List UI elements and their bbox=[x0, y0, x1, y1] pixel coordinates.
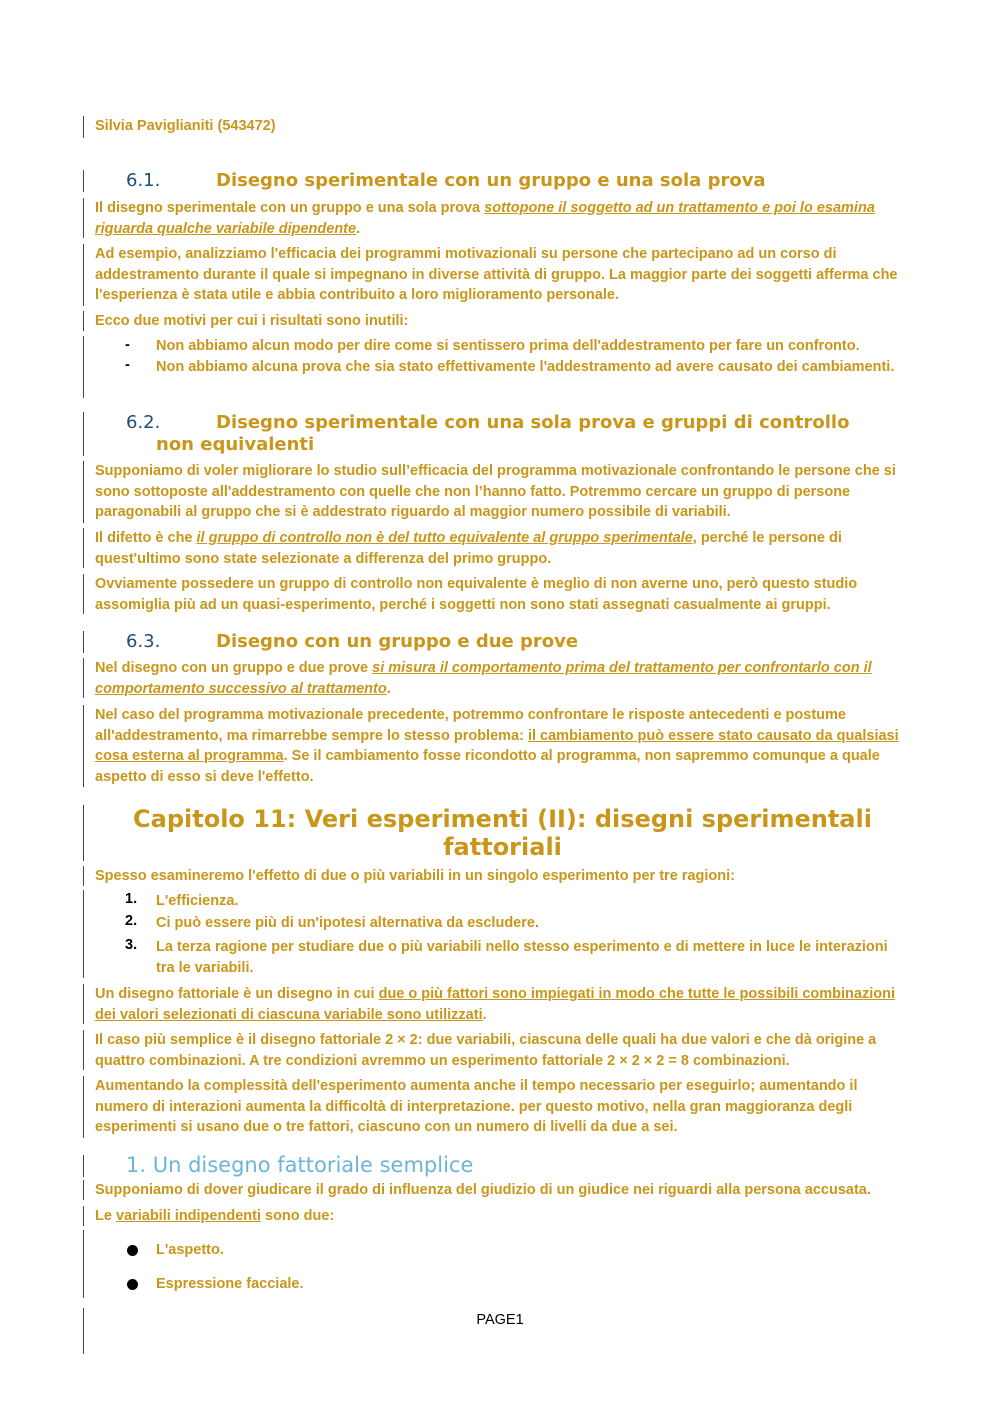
text: Un disegno fattoriale è un disegno in cui bbox=[95, 986, 379, 1002]
paragraph: Ovviamente possedere un gruppo di controllo non equivalente è meglio di non averne uno, però questo studio assomiglia più ad un quasi-esperimento, perché i soggetti non sono stati assegnati casualmente ai gruppi. bbox=[95, 576, 858, 613]
bullet-icon bbox=[127, 1245, 138, 1256]
list-number: 2. bbox=[125, 913, 138, 929]
change-bar bbox=[83, 198, 84, 238]
change-bar bbox=[83, 1076, 84, 1138]
text: Nel caso del programma motivazionale precedente, potremmo confrontare le risposte antecedenti e postume all'addestramento, ma rimarrebbe sempre lo stesso problema: bbox=[95, 707, 846, 744]
list-marker: - bbox=[125, 357, 130, 373]
section-number: 6.2. bbox=[126, 412, 161, 433]
list-marker: - bbox=[125, 337, 130, 353]
text: , perché le persone di quest'ultimo sono state selezionate a differenza del primo gruppo. bbox=[95, 530, 842, 567]
section-title: Disegno sperimentale con un gruppo e una sola prova bbox=[216, 170, 766, 191]
change-bar bbox=[83, 1030, 84, 1070]
section-number: 6.3. bbox=[126, 631, 161, 652]
list-item: Non abbiamo alcuna prova che sia stato effettivamente l'addestramento ad avere causato dei cambiamenti. bbox=[156, 359, 895, 375]
section-title-continued: non equivalenti bbox=[156, 434, 315, 455]
list-item: La terza ragione per studiare due o più variabili nello stesso esperimento e di mettere in luce le interazioni tra le variabili. bbox=[156, 939, 888, 976]
section-title: Disegno con un gruppo e due prove bbox=[216, 631, 579, 652]
change-bar bbox=[83, 412, 84, 456]
list-item: L'efficienza. bbox=[156, 893, 239, 909]
change-bar bbox=[83, 116, 84, 138]
text: . Se il cambiamento fosse ricondotto al programma, non sapremmo comunque a quale aspetto di esso si deve l'effetto. bbox=[95, 748, 880, 785]
text: Nel disegno con un gruppo e due prove bbox=[95, 660, 373, 676]
change-bar bbox=[83, 244, 84, 306]
bullet-icon bbox=[127, 1279, 138, 1290]
section-heading-6-2 bbox=[126, 412, 849, 434]
change-bar bbox=[83, 705, 84, 787]
paragraph bbox=[95, 1206, 910, 1227]
author-name: Silvia Paviglianiti (543472) bbox=[95, 118, 276, 134]
list-number: 1. bbox=[125, 891, 138, 907]
list-item: L'aspetto. bbox=[156, 1242, 224, 1258]
underlined-text: il gruppo di controllo non è del tutto equivalente al gruppo sperimentale bbox=[196, 530, 693, 546]
paragraph bbox=[95, 528, 910, 569]
subsection-heading: 1. Un disegno fattoriale semplice bbox=[126, 1153, 474, 1177]
section-number: 6.1. bbox=[126, 170, 161, 191]
text: . bbox=[482, 1006, 487, 1023]
list-item: Ci può essere più di un'ipotesi alternativa da escludere. bbox=[156, 915, 539, 931]
paragraph: Il caso più semplice è il disegno fattoriale 2 × 2: due variabili, ciascuna delle quali ha due valori e che dà origine a quattro combinazioni. A tre condizioni avremmo un esperimento fattoriale 2 × 2 × 2 = 8 combinazioni. bbox=[95, 1032, 877, 1069]
change-bar bbox=[83, 1230, 84, 1298]
paragraph: Spesso esamineremo l'effetto di due o più variabili in un singolo esperimento per tre ragioni: bbox=[95, 868, 735, 884]
paragraph: Supponiamo di dover giudicare il grado di influenza del giudizio di un giudice nei riguardi alla persona accusata. bbox=[95, 1182, 871, 1198]
text: . bbox=[386, 680, 391, 697]
paragraph bbox=[95, 198, 910, 239]
change-bar bbox=[83, 170, 84, 192]
underlined-text: variabili indipendenti bbox=[115, 1208, 261, 1224]
section-heading-6-1 bbox=[126, 170, 766, 191]
paragraph: Ad esempio, analizziamo l'efficacia dei programmi motivazionali su persone che partecipano ad un corso di addestramento durante il quale si impegnano in diverse attività di gruppo. La maggior parte dei soggetti afferma che l'esperienza è stata utile e abbia contribuito a loro miglioramento personale. bbox=[95, 246, 898, 303]
paragraph: Ecco due motivi per cui i risultati sono inutili: bbox=[95, 313, 409, 329]
section-heading-6-3 bbox=[126, 631, 578, 652]
change-bar bbox=[83, 805, 84, 861]
change-bar bbox=[83, 658, 84, 698]
change-bar bbox=[83, 528, 84, 568]
underlined-text: si misura il comportamento prima del trattamento per confrontarlo con il comportamento successivo al trattamento bbox=[95, 660, 872, 697]
text: sono due: bbox=[260, 1208, 335, 1224]
change-bar bbox=[83, 461, 84, 523]
paragraph bbox=[95, 984, 910, 1025]
change-bar bbox=[83, 311, 84, 331]
text: Il difetto è che bbox=[95, 530, 197, 546]
list-item: Espressione facciale. bbox=[156, 1276, 304, 1292]
underlined-text: sottopone il soggetto ad un trattamento e poi lo esamina riguarda qualche variabile dipendente bbox=[95, 200, 875, 237]
change-bar bbox=[83, 574, 84, 614]
underlined-text: il cambiamento può essere stato causato da qualsiasi cosa esterna al programma bbox=[95, 727, 899, 764]
underlined-text: due o più fattori sono impiegati in modo che tutte le possibili combinazioni dei valori selezionati di ciascuna variabile sono utilizzati bbox=[95, 986, 895, 1023]
chapter-title bbox=[95, 805, 910, 861]
paragraph: Supponiamo di voler migliorare lo studio sull’efficacia del programma motivazionale confrontando le persone che si sono sottoposte all'addestramento con quelle che non l’hanno fatto. Potremmo cercare un gruppo di persone paragonabili al gruppo che si è addestrato riguardo al maggior numero possibile di variabili. bbox=[95, 463, 896, 520]
chapter-title-line: Capitolo 11: Veri esperimenti (II): disegni sperimentali bbox=[133, 805, 872, 833]
list-item: Non abbiamo alcun modo per dire come si sentissero prima dell'addestramento per fare un confronto. bbox=[156, 338, 860, 354]
chapter-title-line: fattoriali bbox=[443, 833, 562, 861]
paragraph bbox=[95, 658, 910, 699]
change-bar bbox=[83, 1180, 84, 1200]
change-bar bbox=[83, 984, 84, 1024]
list-number: 3. bbox=[125, 937, 138, 953]
change-bar bbox=[83, 890, 84, 978]
paragraph bbox=[95, 705, 910, 787]
change-bar bbox=[83, 1206, 84, 1226]
page-footer: PAGE1 bbox=[476, 1312, 524, 1328]
change-bar bbox=[83, 631, 84, 653]
text: Il disegno sperimentale con un gruppo e una sola prova bbox=[95, 200, 485, 216]
change-bar bbox=[83, 1155, 84, 1177]
text: . bbox=[356, 220, 361, 237]
change-bar bbox=[83, 336, 84, 398]
section-title: Disegno sperimentale con una sola prova e gruppi di controllo bbox=[216, 412, 850, 433]
text: Le bbox=[95, 1208, 116, 1224]
paragraph: Aumentando la complessità dell'esperimento aumenta anche il tempo necessario per eseguirlo; aumentando il numero di interazioni aumenta la difficoltà di interpretazione. per questo motivo, nella gran maggioranza degli esperimenti si usano due o tre fattori, ciascuno con un numero di livelli da due a sei. bbox=[95, 1078, 858, 1135]
change-bar bbox=[83, 866, 84, 886]
